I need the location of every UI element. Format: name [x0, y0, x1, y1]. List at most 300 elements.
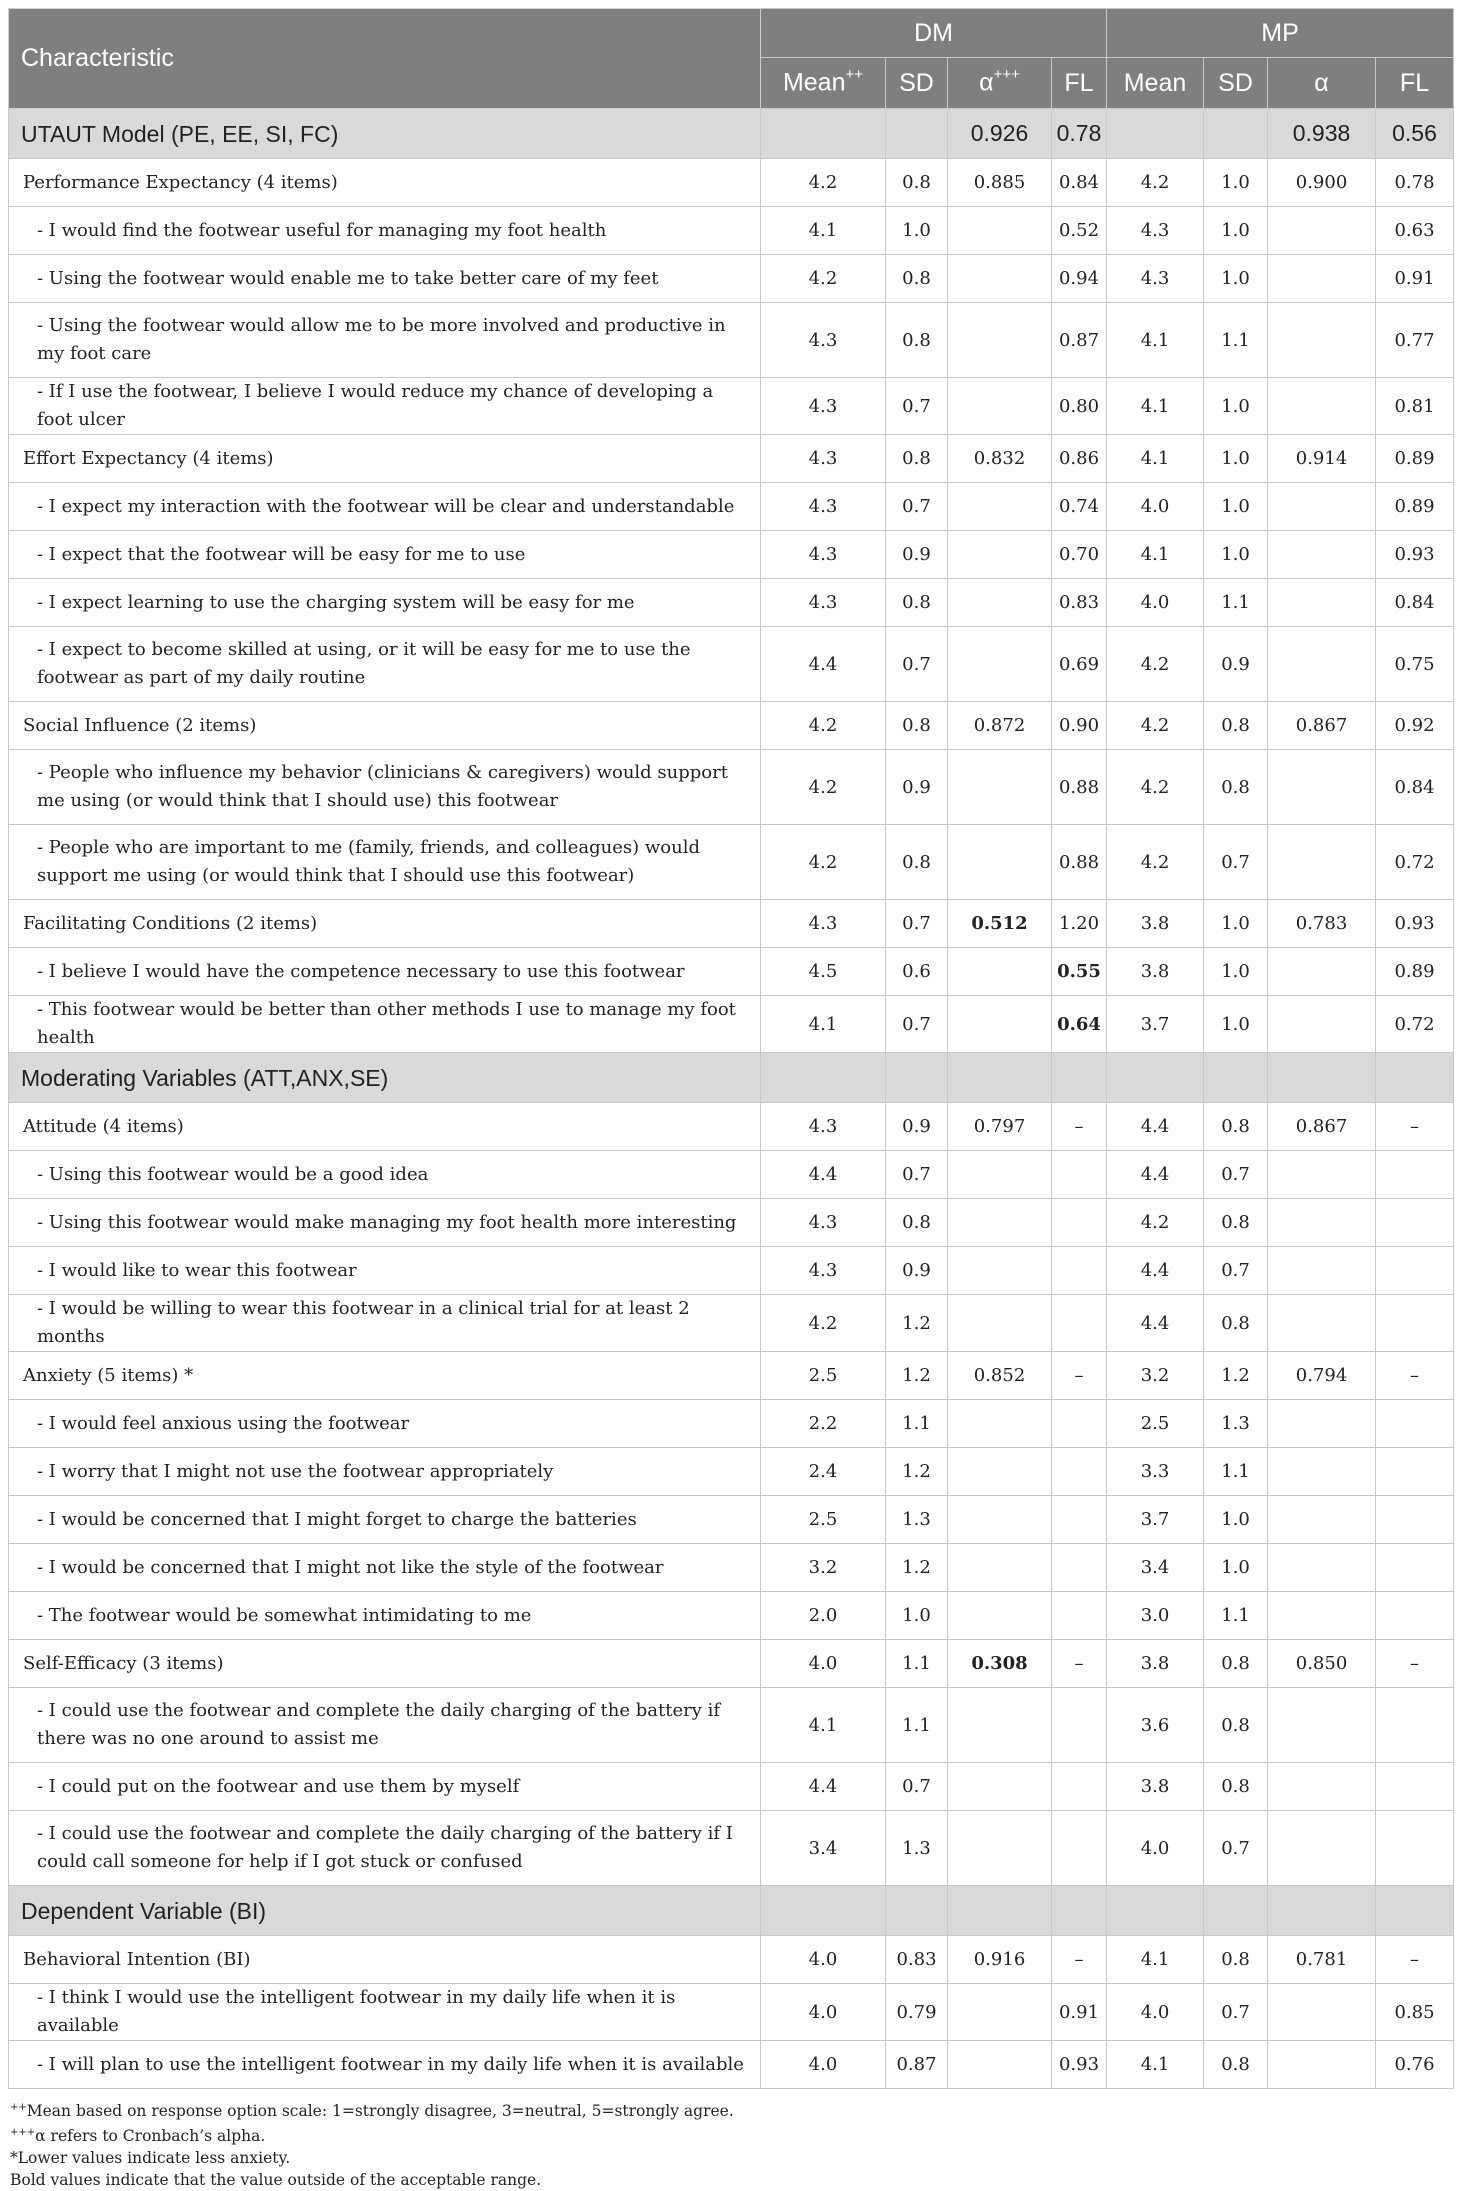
value-cell: 4.2 — [761, 159, 886, 207]
value-cell: 1.3 — [1204, 1400, 1268, 1448]
value-cell: 2.5 — [761, 1496, 886, 1544]
value-cell: 0.72 — [1376, 825, 1454, 900]
value-cell: 4.2 — [1107, 1199, 1204, 1247]
value-cell: 0.70 — [1052, 531, 1107, 579]
value-cell: 0.56 — [1376, 109, 1454, 159]
value-cell — [1268, 1886, 1376, 1936]
value-cell: 1.2 — [886, 1295, 948, 1352]
value-cell: 1.0 — [1204, 378, 1268, 435]
value-cell: 4.3 — [761, 579, 886, 627]
value-cell — [1376, 1496, 1454, 1544]
value-cell — [1268, 948, 1376, 996]
value-cell — [1052, 1592, 1107, 1640]
value-cell: 0.8 — [1204, 750, 1268, 825]
item-row — [9, 1400, 1454, 1448]
value-cell: 4.4 — [761, 1763, 886, 1811]
value-cell — [1052, 1053, 1107, 1103]
characteristic-header: Characteristic — [9, 9, 761, 109]
value-cell: – — [1052, 1103, 1107, 1151]
value-cell — [1107, 1053, 1204, 1103]
value-cell: 0.84 — [1376, 750, 1454, 825]
value-cell: 0.6 — [886, 948, 948, 996]
value-cell — [1376, 1151, 1454, 1199]
value-cell — [1107, 109, 1204, 159]
value-cell: 3.4 — [761, 1811, 886, 1886]
value-cell — [948, 1592, 1052, 1640]
value-cell: 1.0 — [1204, 159, 1268, 207]
construct-label: Self-Efficacy (3 items) — [9, 1640, 761, 1688]
value-cell: 0.7 — [1204, 1811, 1268, 1886]
mp-mean-header — [1107, 58, 1204, 109]
value-cell: 0.8 — [1204, 1295, 1268, 1352]
value-cell — [948, 1151, 1052, 1199]
value-cell — [1204, 1053, 1268, 1103]
value-cell: 4.1 — [761, 207, 886, 255]
value-cell: 3.3 — [1107, 1448, 1204, 1496]
construct-label: Attitude (4 items) — [9, 1103, 761, 1151]
construct-row — [9, 900, 1454, 948]
item-row — [9, 1151, 1454, 1199]
value-cell: 0.8 — [1204, 1936, 1268, 1984]
value-cell: 0.90 — [1052, 702, 1107, 750]
item-label: - I believe I would have the competence necessary to use this footwear — [9, 948, 761, 996]
value-cell: 0.794 — [1268, 1352, 1376, 1400]
value-cell: 0.87 — [1052, 303, 1107, 378]
value-cell: 1.1 — [886, 1688, 948, 1763]
value-cell — [761, 109, 886, 159]
value-cell — [1268, 1247, 1376, 1295]
item-label: - People who influence my behavior (clinicians & caregivers) would support me using (or would think that I should use) this footwear — [9, 750, 761, 825]
value-cell: 0.93 — [1376, 900, 1454, 948]
value-cell: 4.3 — [761, 1247, 886, 1295]
section-label: Dependent Variable (BI) — [9, 1886, 761, 1936]
value-cell: 4.1 — [761, 996, 886, 1053]
value-cell — [948, 996, 1052, 1053]
value-cell: 0.938 — [1268, 109, 1376, 159]
value-cell: 0.9 — [886, 1247, 948, 1295]
value-cell: 3.8 — [1107, 1640, 1204, 1688]
value-cell: 0.8 — [886, 255, 948, 303]
item-label: - I expect that the footwear will be easy for me to use — [9, 531, 761, 579]
value-cell: 0.781 — [1268, 1936, 1376, 1984]
value-cell — [948, 579, 1052, 627]
item-label: - I would find the footwear useful for managing my foot health — [9, 207, 761, 255]
value-cell: 0.91 — [1052, 1984, 1107, 2041]
value-cell — [1376, 1448, 1454, 1496]
item-row — [9, 1592, 1454, 1640]
construct-row — [9, 702, 1454, 750]
value-cell: 2.5 — [1107, 1400, 1204, 1448]
value-cell: 1.1 — [886, 1400, 948, 1448]
value-cell: 1.2 — [1204, 1352, 1268, 1400]
value-cell: 0.8 — [1204, 1103, 1268, 1151]
value-cell — [948, 207, 1052, 255]
value-cell: 0.872 — [948, 702, 1052, 750]
value-cell: 4.4 — [1107, 1295, 1204, 1352]
value-cell: 4.4 — [1107, 1103, 1204, 1151]
value-cell: 0.64 — [1052, 996, 1107, 1053]
construct-row — [9, 159, 1454, 207]
item-label: - I would be willing to wear this footwear in a clinical trial for at least 2 months — [9, 1295, 761, 1352]
value-cell — [948, 255, 1052, 303]
value-cell: 0.94 — [1052, 255, 1107, 303]
value-cell — [1268, 1984, 1376, 2041]
item-label: - I could use the footwear and complete the daily charging of the battery if I could call someone for help if I got stuck or confused — [9, 1811, 761, 1886]
item-label: - Using the footwear would enable me to take better care of my feet — [9, 255, 761, 303]
value-cell — [1268, 531, 1376, 579]
value-cell: 0.914 — [1268, 435, 1376, 483]
value-cell: 0.7 — [1204, 825, 1268, 900]
value-cell: 4.2 — [1107, 750, 1204, 825]
value-cell: 0.84 — [1052, 159, 1107, 207]
value-cell: 4.2 — [1107, 627, 1204, 702]
section-row — [9, 1053, 1454, 1103]
value-cell: 0.93 — [1376, 531, 1454, 579]
value-cell: 0.8 — [886, 702, 948, 750]
item-label: - I think I would use the intelligent footwear in my daily life when it is available — [9, 1984, 761, 2041]
value-cell: 3.6 — [1107, 1688, 1204, 1763]
value-cell — [948, 750, 1052, 825]
item-label: - I would be concerned that I might not like the style of the footwear — [9, 1544, 761, 1592]
value-cell: 0.7 — [886, 627, 948, 702]
value-cell — [1052, 1400, 1107, 1448]
value-cell: 0.81 — [1376, 378, 1454, 435]
value-cell — [948, 1247, 1052, 1295]
item-row — [9, 483, 1454, 531]
value-cell — [1268, 627, 1376, 702]
value-cell: 3.2 — [761, 1544, 886, 1592]
construct-row — [9, 1103, 1454, 1151]
item-label: - People who are important to me (family, friends, and colleagues) would support me using (or would think that I should use this footwear) — [9, 825, 761, 900]
value-cell — [948, 378, 1052, 435]
value-cell: 0.77 — [1376, 303, 1454, 378]
value-cell — [948, 1811, 1052, 1886]
value-cell — [948, 1984, 1052, 2041]
value-cell: 0.8 — [886, 579, 948, 627]
value-cell: 1.0 — [886, 207, 948, 255]
dm-mean-header — [761, 58, 886, 109]
value-cell — [1268, 483, 1376, 531]
item-row — [9, 2041, 1454, 2089]
footnote — [10, 2097, 1453, 2122]
item-row — [9, 1763, 1454, 1811]
value-cell — [1052, 1448, 1107, 1496]
mp-fl-header — [1376, 58, 1454, 109]
value-cell — [948, 1053, 1052, 1103]
section-label: Moderating Variables (ATT,ANX,SE) — [9, 1053, 761, 1103]
value-cell — [1376, 1688, 1454, 1763]
value-cell: – — [1052, 1352, 1107, 1400]
value-cell: – — [1376, 1352, 1454, 1400]
value-cell: 4.3 — [1107, 207, 1204, 255]
construct-row — [9, 1936, 1454, 1984]
value-cell: 0.79 — [886, 1984, 948, 2041]
value-cell: 1.0 — [1204, 255, 1268, 303]
value-cell: 4.1 — [1107, 378, 1204, 435]
value-cell: 4.3 — [761, 483, 886, 531]
value-cell: 4.3 — [761, 1199, 886, 1247]
item-row — [9, 255, 1454, 303]
dm-fl-label: FL — [1064, 68, 1094, 97]
value-cell: 4.0 — [761, 1640, 886, 1688]
value-cell: 0.89 — [1376, 948, 1454, 996]
section-row — [9, 109, 1454, 159]
results-table-container — [8, 8, 1453, 2191]
value-cell: 1.0 — [1204, 996, 1268, 1053]
value-cell: 0.52 — [1052, 207, 1107, 255]
value-cell: 1.0 — [1204, 1496, 1268, 1544]
value-cell: 3.2 — [1107, 1352, 1204, 1400]
value-cell: – — [1376, 1640, 1454, 1688]
value-cell: 1.20 — [1052, 900, 1107, 948]
value-cell: 0.63 — [1376, 207, 1454, 255]
value-cell — [1052, 1544, 1107, 1592]
dm-alpha-header — [948, 58, 1052, 109]
value-cell: 0.308 — [948, 1640, 1052, 1688]
value-cell: 0.7 — [886, 996, 948, 1053]
value-cell: 1.1 — [886, 1640, 948, 1688]
item-label: - I worry that I might not use the footwear appropriately — [9, 1448, 761, 1496]
value-cell — [1268, 255, 1376, 303]
value-cell — [1376, 1544, 1454, 1592]
table-body — [9, 109, 1454, 2089]
value-cell: 3.7 — [1107, 996, 1204, 1053]
item-row — [9, 579, 1454, 627]
construct-label: Social Influence (2 items) — [9, 702, 761, 750]
construct-label: Effort Expectancy (4 items) — [9, 435, 761, 483]
value-cell: 0.7 — [886, 483, 948, 531]
item-row — [9, 1544, 1454, 1592]
value-cell: 4.4 — [1107, 1151, 1204, 1199]
value-cell: 4.0 — [1107, 483, 1204, 531]
value-cell: 0.89 — [1376, 435, 1454, 483]
value-cell: 0.867 — [1268, 702, 1376, 750]
value-cell — [1268, 1544, 1376, 1592]
value-cell: 0.88 — [1052, 750, 1107, 825]
section-label: UTAUT Model (PE, EE, SI, FC) — [9, 109, 761, 159]
value-cell — [761, 1053, 886, 1103]
value-cell — [1268, 1688, 1376, 1763]
value-cell: 0.55 — [1052, 948, 1107, 996]
table-header — [9, 9, 1454, 109]
value-cell — [1268, 996, 1376, 1053]
dm-sd-header — [886, 58, 948, 109]
value-cell: 4.4 — [761, 1151, 886, 1199]
value-cell — [948, 1400, 1052, 1448]
value-cell — [1376, 1592, 1454, 1640]
value-cell: 2.2 — [761, 1400, 886, 1448]
value-cell: 0.8 — [886, 1199, 948, 1247]
footnote — [10, 2147, 1453, 2169]
value-cell — [1376, 1247, 1454, 1295]
value-cell — [948, 825, 1052, 900]
value-cell — [1204, 1886, 1268, 1936]
value-cell: 1.0 — [1204, 948, 1268, 996]
value-cell: 0.8 — [886, 825, 948, 900]
value-cell: 4.4 — [1107, 1247, 1204, 1295]
value-cell — [1052, 1811, 1107, 1886]
item-row — [9, 996, 1454, 1053]
value-cell: 0.91 — [1376, 255, 1454, 303]
value-cell — [1268, 1448, 1376, 1496]
dm-mean-sup: ++ — [845, 66, 864, 84]
value-cell: 0.78 — [1052, 109, 1107, 159]
item-row — [9, 948, 1454, 996]
value-cell: 0.78 — [1376, 159, 1454, 207]
value-cell: 0.84 — [1376, 579, 1454, 627]
item-label: - Using the footwear would allow me to be more involved and productive in my foot care — [9, 303, 761, 378]
item-row — [9, 1984, 1454, 2041]
footnote-text: Bold values indicate that the value outside of the acceptable range. — [10, 2171, 542, 2189]
dm-alpha-sup: +++ — [993, 66, 1020, 84]
mp-fl-label: FL — [1399, 68, 1430, 97]
value-cell: 4.1 — [1107, 303, 1204, 378]
value-cell: 0.8 — [886, 303, 948, 378]
value-cell — [1052, 1295, 1107, 1352]
item-row — [9, 750, 1454, 825]
value-cell: 4.3 — [761, 1103, 886, 1151]
value-cell — [1052, 1886, 1107, 1936]
value-cell: 0.916 — [948, 1936, 1052, 1984]
value-cell: 0.7 — [886, 1763, 948, 1811]
value-cell: 4.3 — [1107, 255, 1204, 303]
item-row — [9, 378, 1454, 435]
value-cell: 0.89 — [1376, 483, 1454, 531]
value-cell: 1.1 — [1204, 1592, 1268, 1640]
item-label: - This footwear would be better than other methods I use to manage my foot health — [9, 996, 761, 1053]
value-cell: 0.74 — [1052, 483, 1107, 531]
construct-label: Performance Expectancy (4 items) — [9, 159, 761, 207]
value-cell: 4.5 — [761, 948, 886, 996]
value-cell: 4.2 — [761, 1295, 886, 1352]
item-row — [9, 627, 1454, 702]
footnote — [10, 2169, 1453, 2191]
value-cell: 1.3 — [886, 1811, 948, 1886]
value-cell: 0.87 — [886, 2041, 948, 2089]
value-cell — [886, 1053, 948, 1103]
construct-label: Facilitating Conditions (2 items) — [9, 900, 761, 948]
item-label: - I expect to become skilled at using, or it will be easy for me to use the footwear as part of my daily routine — [9, 627, 761, 702]
section-row — [9, 1886, 1454, 1936]
value-cell — [948, 627, 1052, 702]
value-cell — [948, 483, 1052, 531]
item-row — [9, 1247, 1454, 1295]
value-cell: 3.4 — [1107, 1544, 1204, 1592]
value-cell — [948, 1448, 1052, 1496]
value-cell: 2.4 — [761, 1448, 886, 1496]
value-cell — [1376, 1811, 1454, 1886]
value-cell — [1052, 1763, 1107, 1811]
value-cell — [1052, 1688, 1107, 1763]
value-cell: 4.1 — [761, 1688, 886, 1763]
value-cell: 4.2 — [1107, 825, 1204, 900]
value-cell: 0.8 — [1204, 2041, 1268, 2089]
value-cell: 0.83 — [886, 1936, 948, 1984]
value-cell: 0.832 — [948, 435, 1052, 483]
value-cell — [1052, 1151, 1107, 1199]
value-cell — [1268, 1763, 1376, 1811]
value-cell: 0.8 — [1204, 1640, 1268, 1688]
mp-sd-header — [1204, 58, 1268, 109]
value-cell: 0.80 — [1052, 378, 1107, 435]
value-cell — [1268, 1592, 1376, 1640]
dm-group-header: DM — [761, 9, 1107, 58]
value-cell: 3.8 — [1107, 948, 1204, 996]
value-cell — [948, 1295, 1052, 1352]
construct-row — [9, 435, 1454, 483]
value-cell: – — [1052, 1936, 1107, 1984]
footnote-text: α refers to Cronbach’s alpha. — [35, 2127, 266, 2145]
value-cell: 4.0 — [761, 1936, 886, 1984]
construct-label: Behavioral Intention (BI) — [9, 1936, 761, 1984]
value-cell — [1268, 1295, 1376, 1352]
item-row — [9, 303, 1454, 378]
value-cell: 0.7 — [1204, 1984, 1268, 2041]
value-cell — [1376, 1295, 1454, 1352]
value-cell — [1268, 1400, 1376, 1448]
mp-group-header: MP — [1107, 9, 1454, 58]
value-cell: 0.86 — [1052, 435, 1107, 483]
value-cell — [1268, 303, 1376, 378]
value-cell: 4.2 — [761, 255, 886, 303]
value-cell: 0.7 — [1204, 1247, 1268, 1295]
value-cell: 4.3 — [761, 900, 886, 948]
value-cell: 2.0 — [761, 1592, 886, 1640]
value-cell — [948, 303, 1052, 378]
value-cell: 4.2 — [761, 750, 886, 825]
value-cell — [948, 1763, 1052, 1811]
value-cell: 4.0 — [1107, 579, 1204, 627]
item-row — [9, 1811, 1454, 1886]
value-cell: 2.5 — [761, 1352, 886, 1400]
value-cell — [948, 2041, 1052, 2089]
value-cell: 0.9 — [886, 531, 948, 579]
item-label: - I expect my interaction with the footwear will be clear and understandable — [9, 483, 761, 531]
value-cell — [1268, 378, 1376, 435]
item-row — [9, 1448, 1454, 1496]
item-row — [9, 825, 1454, 900]
value-cell: 3.8 — [1107, 900, 1204, 948]
value-cell — [1268, 1199, 1376, 1247]
value-cell — [1204, 109, 1268, 159]
value-cell: – — [1052, 1640, 1107, 1688]
value-cell: 0.75 — [1376, 627, 1454, 702]
value-cell: 0.85 — [1376, 1984, 1454, 2041]
value-cell: 0.92 — [1376, 702, 1454, 750]
value-cell: 4.3 — [761, 435, 886, 483]
item-row — [9, 531, 1454, 579]
value-cell — [761, 1886, 886, 1936]
value-cell: 0.8 — [886, 159, 948, 207]
value-cell: 1.0 — [1204, 207, 1268, 255]
value-cell: 0.93 — [1052, 2041, 1107, 2089]
value-cell: 0.83 — [1052, 579, 1107, 627]
item-label: - I would like to wear this footwear — [9, 1247, 761, 1295]
value-cell: 4.0 — [1107, 1811, 1204, 1886]
value-cell: 0.512 — [948, 900, 1052, 948]
value-cell: 1.0 — [1204, 435, 1268, 483]
header-group-row — [9, 9, 1454, 58]
value-cell: 3.0 — [1107, 1592, 1204, 1640]
value-cell: 0.8 — [1204, 1199, 1268, 1247]
value-cell: 0.76 — [1376, 2041, 1454, 2089]
value-cell: 4.0 — [761, 1984, 886, 2041]
value-cell: 1.1 — [1204, 1448, 1268, 1496]
value-cell — [948, 1199, 1052, 1247]
footnote-marker: ++ — [10, 2102, 27, 2113]
value-cell: 0.9 — [886, 750, 948, 825]
construct-row — [9, 1352, 1454, 1400]
